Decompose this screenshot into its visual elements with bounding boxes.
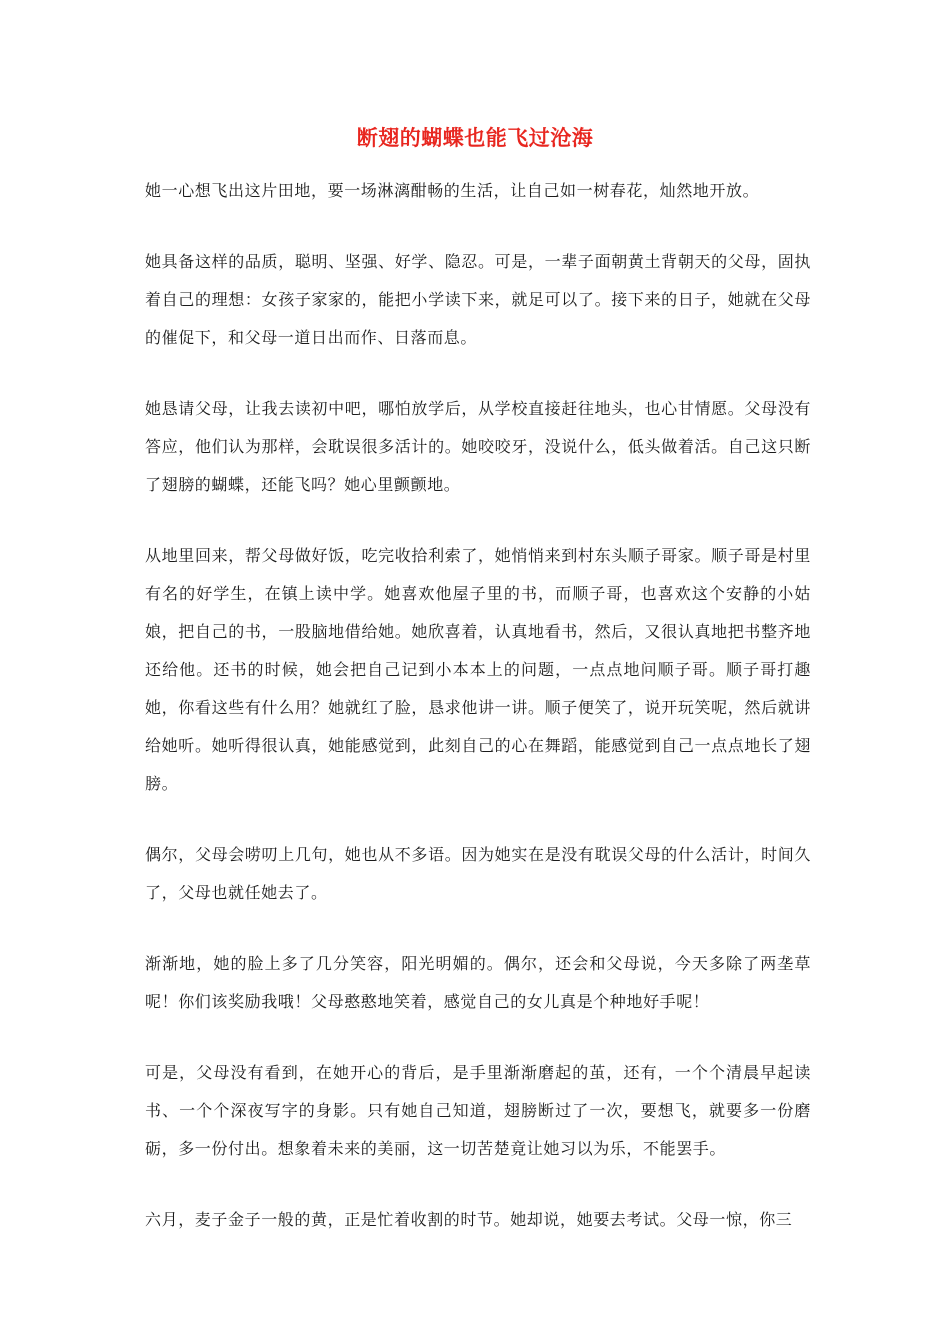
paragraph-6: 渐渐地，她的脸上多了几分笑容，阳光明媚的。偶尔，还会和父母说，今天多除了两垄草呢！你们该奖励我哦！父母憨憨地笑着，感觉自己的女儿真是个种地好手呢！ <box>145 954 811 1011</box>
paragraph-5: 偶尔，父母会唠叨上几句，她也从不多语。因为她实在是没有耽误父母的什么活计，时间久了，父母也就任她去了。 <box>145 845 811 902</box>
paragraph-7: 可是，父母没有看到，在她开心的背后，是手里渐渐磨起的茧，还有，一个个清晨早起读书、一个个深夜写字的身影。只有她自己知道，翅膀断过了一次，要想飞，就要多一份磨砺，多一份付出。想象着未来的美丽，这一切苦楚竟让她习以为乐，不能罢手。 <box>145 1063 811 1158</box>
paragraph-8: 六月，麦子金子一般的黄，正是忙着收割的时节。她却说，她要去考试。父母一惊，你三 <box>145 1210 793 1229</box>
document-body <box>145 172 811 1272</box>
paragraph-2: 她具备这样的品质，聪明、坚强、好学、隐忍。可是，一辈子面朝黄土背朝天的父母，固执着自己的理想：女孩子家家的，能把小学读下来，就足可以了。接下来的日子，她就在父母的催促下，和父母一道日出而作、日落而息。 <box>145 252 811 347</box>
page-title: 断翅的蝴蝶也能飞过沧海 <box>356 126 594 150</box>
paragraph-1: 她一心想飞出这片田地，要一场淋漓酣畅的生活，让自己如一树春花，灿然地开放。 <box>145 181 760 200</box>
paragraph-4: 从地里回来，帮父母做好饭，吃完收拾利索了，她悄悄来到村东头顺子哥家。顺子哥是村里有名的好学生，在镇上读中学。她喜欢他屋子里的书，而顺子哥，也喜欢这个安静的小姑娘，把自己的书，一股脑地借给她。她欣喜着，认真地看书，然后，又很认真地把书整齐地还给他。还书的时候，她会把自己记到小本本上的问题，一点点地问顺子哥。顺子哥打趣她，你看这些有什么用？她就红了脸，恳求他讲一讲。顺子便笑了，说开玩笑呢，然后就讲给她听。她听得很认真，她能感觉到，此刻自己的心在舞蹈，能感觉到自己一点点地长了翅膀。 <box>145 546 811 793</box>
paragraph-3: 她恳请父母，让我去读初中吧，哪怕放学后，从学校直接赶往地头，也心甘情愿。父母没有答应，他们认为那样，会耽误很多活计的。她咬咬牙，没说什么，低头做着活。自己这只断了翅膀的蝴蝶，还能飞吗？她心里颤颤地。 <box>145 399 811 494</box>
